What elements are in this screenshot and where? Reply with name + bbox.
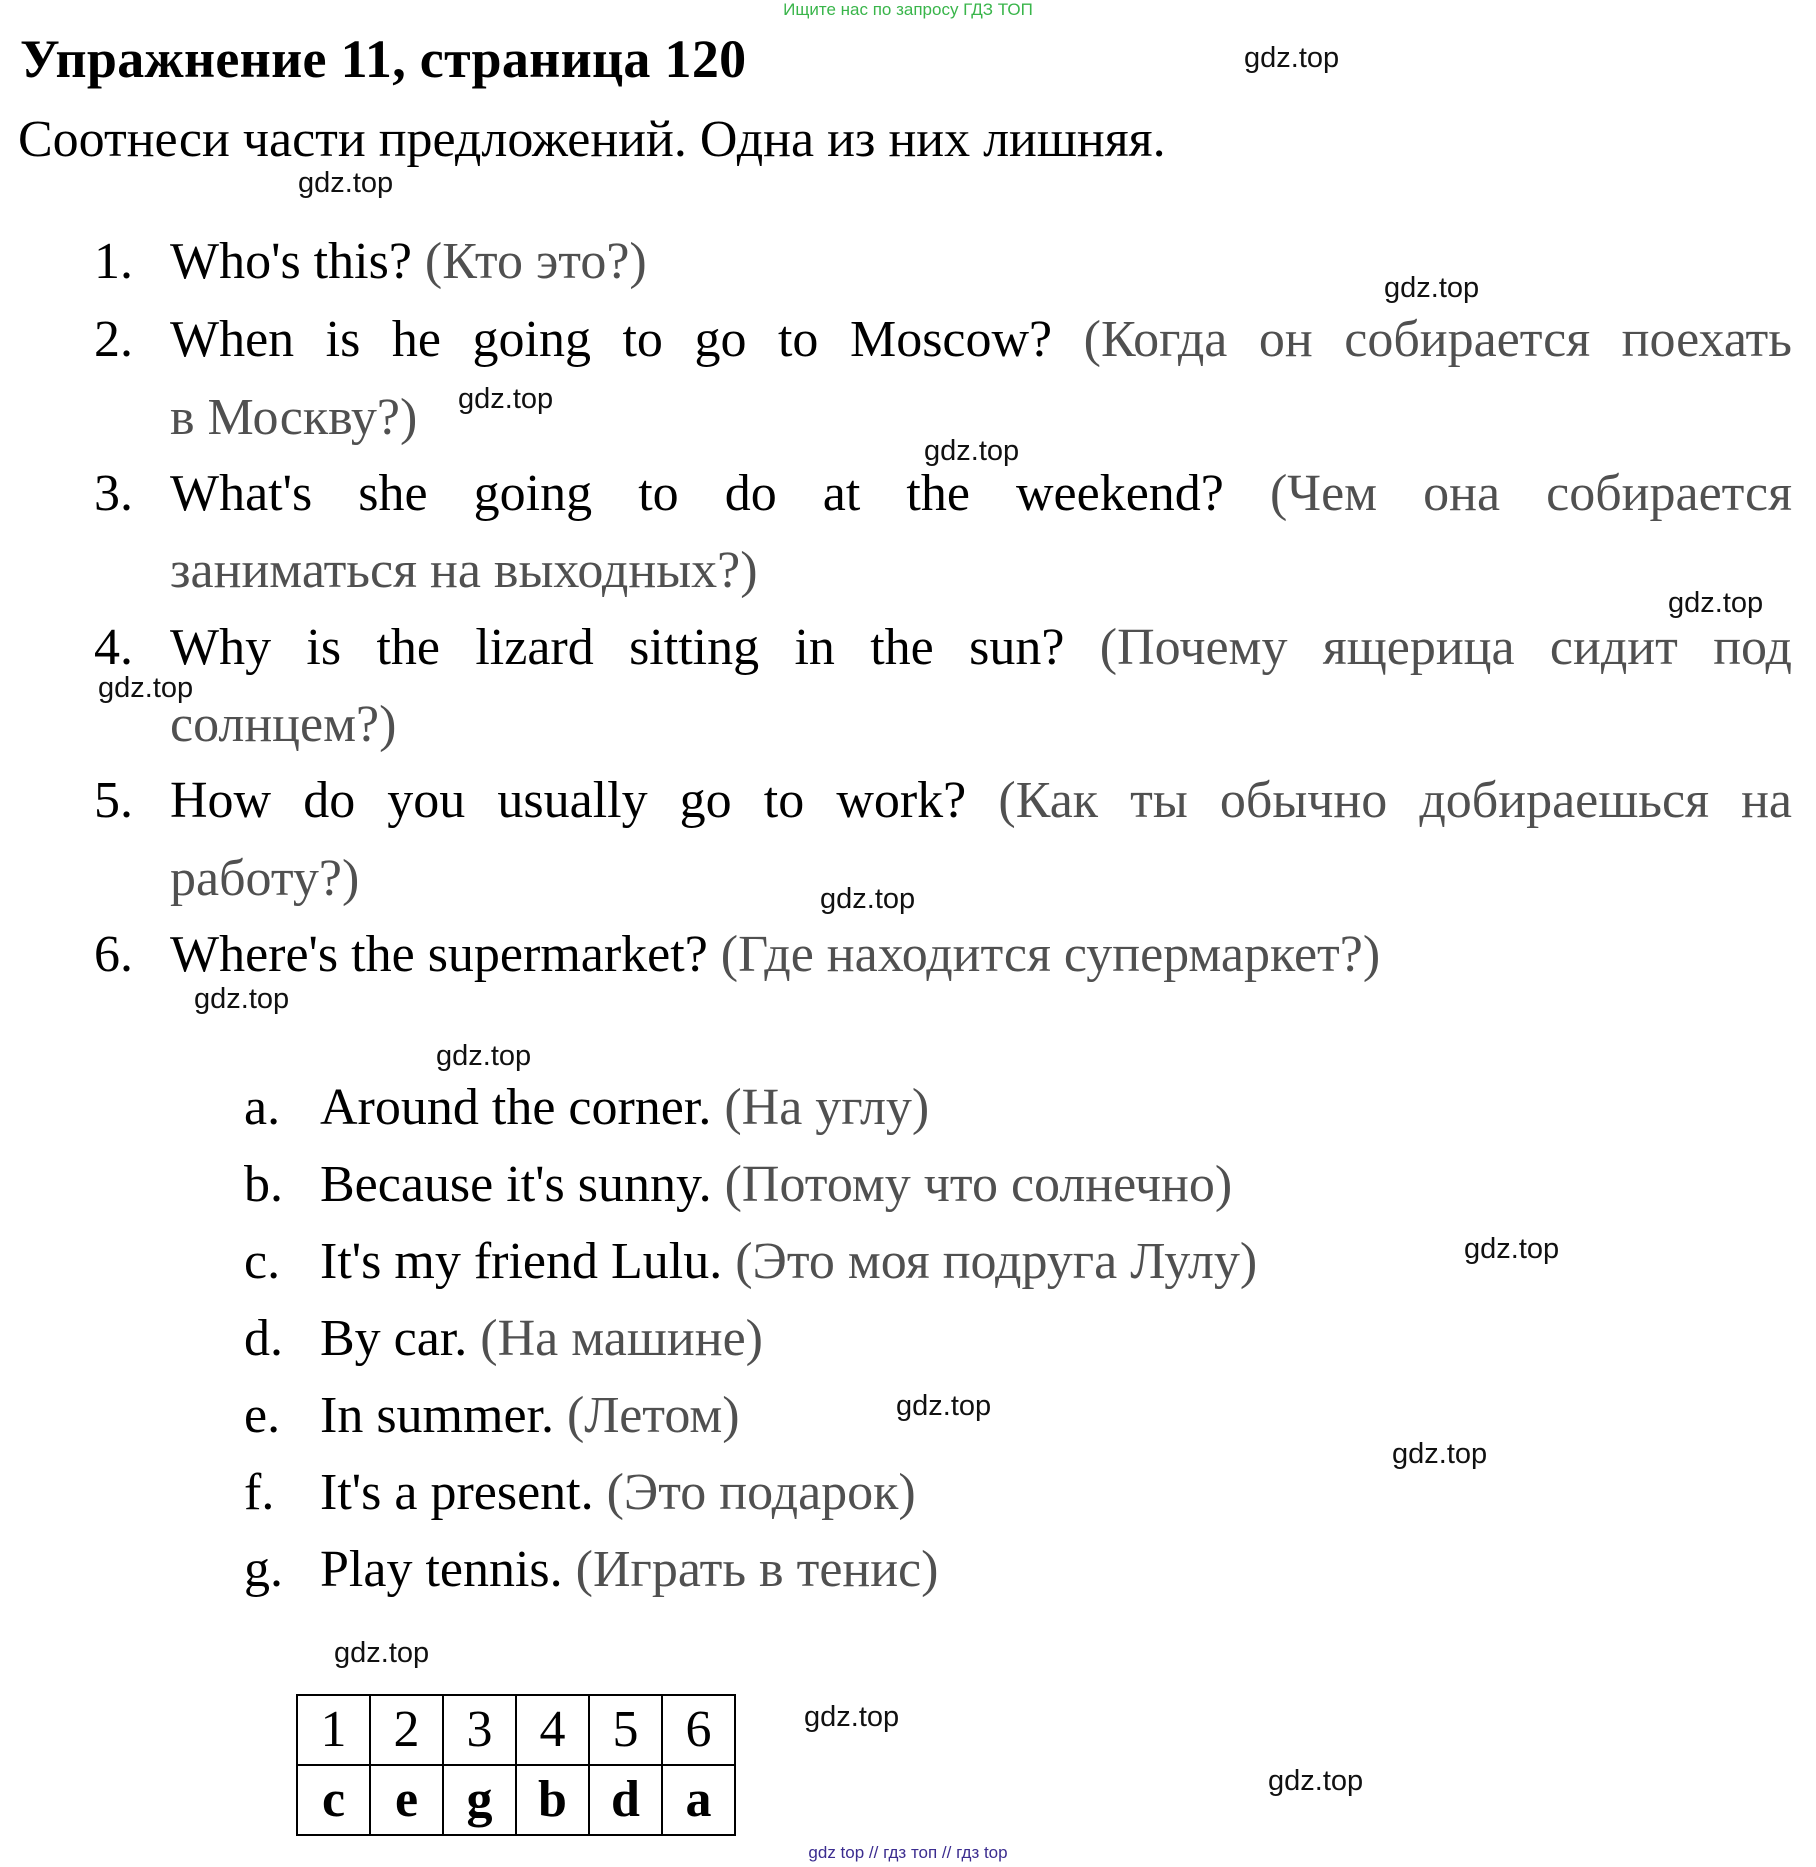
answer-table-number: 1 — [297, 1695, 370, 1765]
answer-russian: (Летом) — [566, 1387, 740, 1444]
question-number: 5. — [94, 772, 133, 829]
question-russian: заниматься на выходных?) — [170, 542, 758, 599]
answer-russian: (Это моя подруга Лулу) — [735, 1233, 1258, 1290]
answer-label: c. — [244, 1233, 281, 1290]
question-english: Where's the supermarket? — [170, 926, 708, 983]
question-russian: (Кто это?) — [424, 233, 647, 290]
answer-english: It's a present. — [320, 1464, 594, 1521]
answer-russian: (Это подарок) — [606, 1464, 916, 1521]
question-line — [170, 232, 1792, 291]
answer-table-letter: d — [589, 1765, 662, 1835]
answer-table-number: 5 — [589, 1695, 662, 1765]
watermark: gdz.top — [924, 435, 1020, 467]
answer-line — [320, 1232, 1257, 1291]
answer-label: a. — [244, 1079, 281, 1136]
answer-english: By car. — [320, 1310, 468, 1367]
answer-russian: (На углу) — [724, 1079, 930, 1136]
answer-english: Around the corner. — [320, 1079, 712, 1136]
watermark: gdz.top — [98, 672, 194, 704]
footer: gdz top // гдз топ // гдз top — [808, 1843, 1008, 1862]
question-english: When is he going to go to Moscow? — [170, 311, 1053, 368]
watermark: gdz.top — [436, 1040, 532, 1072]
question-russian: солнцем?) — [170, 696, 397, 753]
top-banner: Ищите нас по запросу ГДЗ ТОП — [783, 0, 1033, 19]
instruction: Соотнеси части предложений. Одна из них лишняя. — [18, 111, 1166, 168]
watermark: gdz.top — [1268, 1765, 1364, 1797]
question-number: 3. — [94, 465, 133, 522]
watermark: gdz.top — [1244, 42, 1340, 74]
answer-table-letter: a — [662, 1765, 735, 1835]
watermark: gdz.top — [1392, 1438, 1488, 1470]
answer-english: Play tennis. — [320, 1541, 563, 1598]
answer-line — [320, 1386, 740, 1445]
answer-russian: (На машине) — [480, 1310, 763, 1367]
answer-table-number: 4 — [516, 1695, 589, 1765]
question-russian: (Как ты обычно добираешься на — [998, 772, 1793, 829]
question-english: Why is the lizard sitting in the sun? — [170, 619, 1065, 676]
answer-label: d. — [244, 1310, 283, 1367]
answer-table-numbers-row — [297, 1695, 735, 1765]
answer-table-number: 3 — [443, 1695, 516, 1765]
question-russian: (Где находится супермаркет?) — [720, 926, 1381, 983]
question-number: 4. — [94, 619, 133, 676]
answer-russian: (Играть в тенис) — [575, 1541, 939, 1598]
question-russian: (Чем она собирается — [1269, 465, 1793, 522]
question-line — [170, 771, 1792, 830]
question-english: How do you usually go to work? — [170, 772, 967, 829]
question-line — [170, 464, 1792, 523]
answer-table-letters-row — [297, 1765, 735, 1835]
question-russian: в Москву?) — [170, 389, 418, 446]
question-line-continued — [170, 695, 1792, 754]
watermark: gdz.top — [298, 167, 394, 199]
watermark: gdz.top — [804, 1701, 900, 1733]
watermark: gdz.top — [1668, 587, 1764, 619]
answer-line — [320, 1463, 916, 1522]
watermark: gdz.top — [820, 883, 916, 915]
answer-table-letter: e — [370, 1765, 443, 1835]
question-russian: (Почему ящерица сидит под — [1099, 619, 1792, 676]
question-line — [170, 618, 1792, 677]
page-title: Упражнение 11, страница 120 — [20, 29, 747, 89]
watermark: gdz.top — [194, 983, 290, 1015]
answer-line — [320, 1309, 763, 1368]
watermark: gdz.top — [334, 1637, 430, 1669]
question-line — [170, 925, 1792, 984]
watermark: gdz.top — [458, 383, 554, 415]
question-number: 6. — [94, 926, 133, 983]
answer-label: f. — [244, 1464, 275, 1521]
question-line-continued — [170, 849, 1792, 908]
answer-table-letter: g — [443, 1765, 516, 1835]
answer-label: e. — [244, 1387, 281, 1444]
answer-english: It's my friend Lulu. — [320, 1233, 723, 1290]
answer-english: Because it's sunny. — [320, 1156, 712, 1213]
answer-english: In summer. — [320, 1387, 554, 1444]
watermark: gdz.top — [1464, 1233, 1560, 1265]
question-english: Who's this? — [170, 233, 412, 290]
answer-table-number: 2 — [370, 1695, 443, 1765]
answer-table-number: 6 — [662, 1695, 735, 1765]
question-russian: (Когда он собирается поехать — [1083, 311, 1792, 368]
answer-russian: (Потому что солнечно) — [724, 1156, 1233, 1213]
answer-table — [296, 1694, 736, 1836]
answer-label: g. — [244, 1541, 283, 1598]
answer-line — [320, 1155, 1232, 1214]
answer-line — [320, 1540, 938, 1599]
question-line-continued — [170, 541, 1792, 600]
answer-table-letter: b — [516, 1765, 589, 1835]
answer-table-letter: c — [297, 1765, 370, 1835]
watermark: gdz.top — [1384, 272, 1480, 304]
watermark: gdz.top — [896, 1390, 992, 1422]
question-english: What's she going to do at the weekend? — [170, 465, 1224, 522]
answer-label: b. — [244, 1156, 283, 1213]
answer-line — [320, 1078, 929, 1137]
question-number: 1. — [94, 233, 133, 290]
question-russian: работу?) — [170, 850, 360, 907]
question-line — [170, 310, 1792, 369]
question-number: 2. — [94, 311, 133, 368]
